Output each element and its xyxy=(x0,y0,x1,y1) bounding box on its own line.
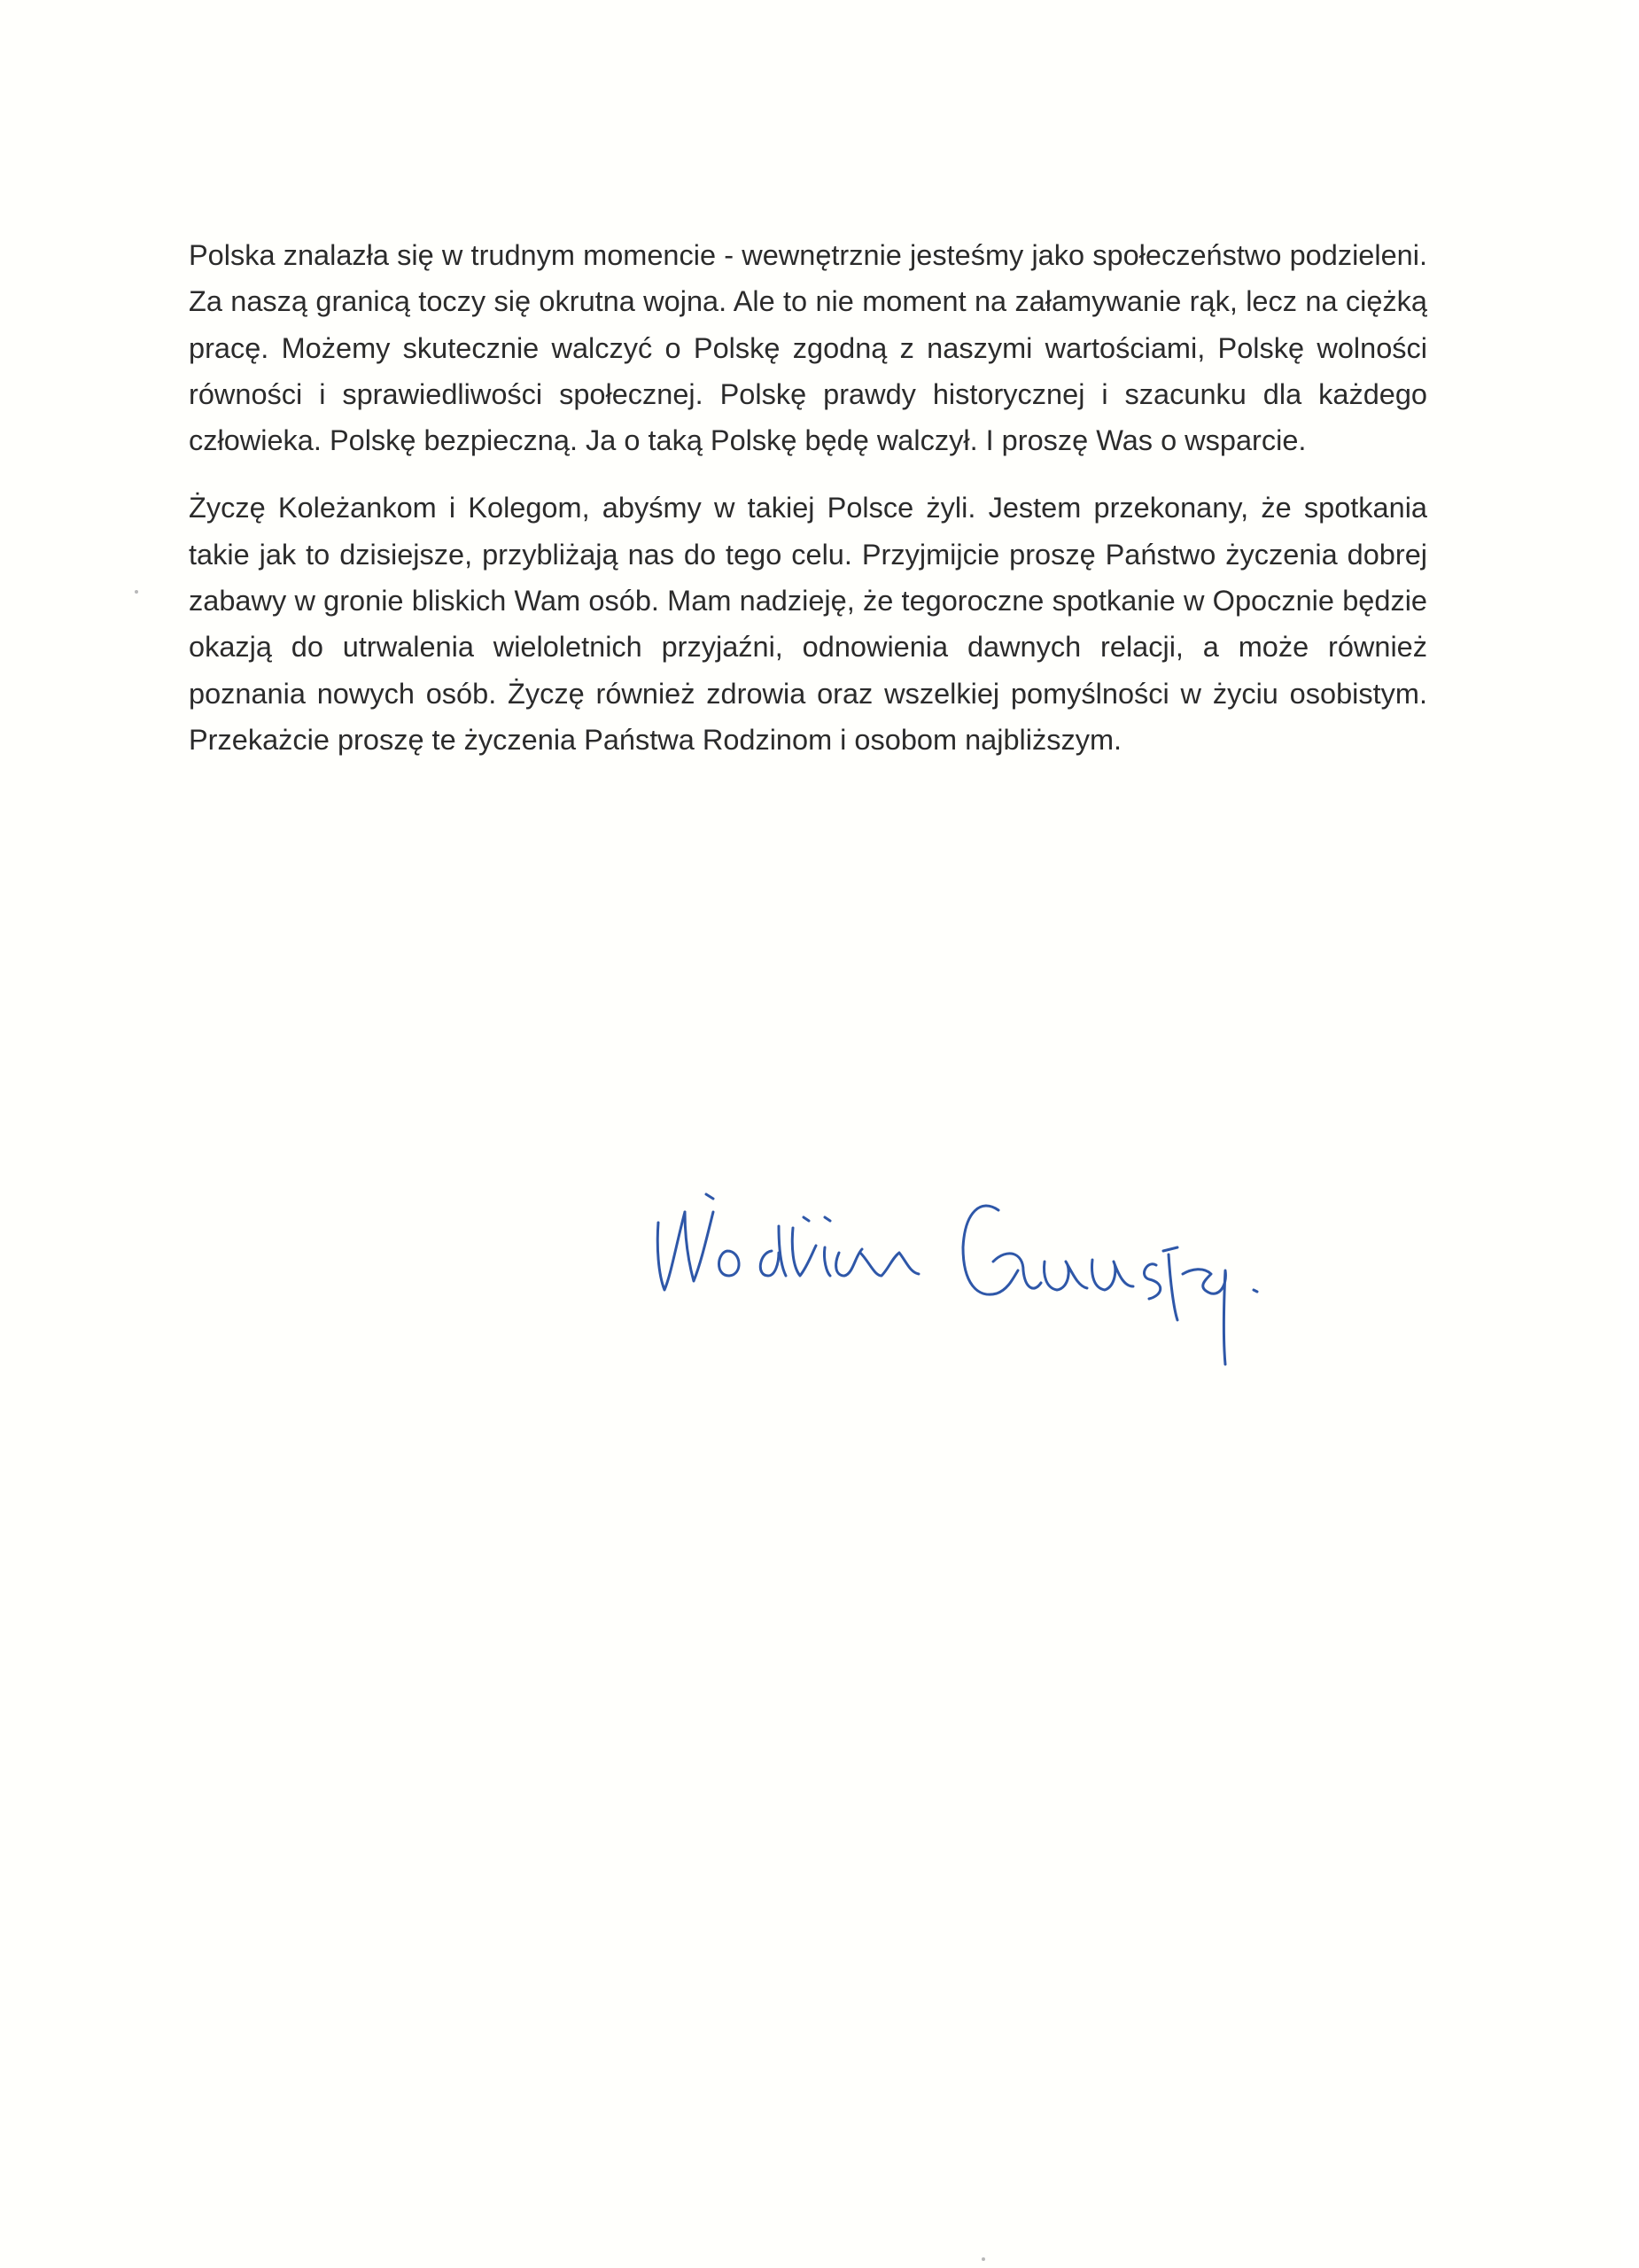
handwritten-signature xyxy=(651,1177,1307,1380)
signature-stroke-3 xyxy=(706,1194,713,1199)
letter-paragraph-1: Polska znalazła się w trudnym momencie - wewnętrznie jesteśmy jako społeczeństwo podzieleni. Za naszą granicą toczy się okrutna wojna. Ale to nie moment na załamywanie rąk, lecz na ciężką pracę. Możemy skutecznie walczyć o Polskę zgodną z naszymi wartościami, Polskę wolności równości i sprawiedliwości społecznej. Polskę prawdy historycznej i szacunku dla każdego człowieka. Polskę bezpieczną. Ja o taką Polskę będę walczył. I proszę Was o wsparcie. xyxy=(189,239,1427,457)
signature-stroke-12 xyxy=(1045,1262,1087,1290)
scan-speck xyxy=(982,2257,985,2261)
signature-stroke-8 xyxy=(824,1247,862,1276)
signature-stroke-15 xyxy=(1163,1247,1177,1320)
signature-stroke-9 xyxy=(860,1253,919,1276)
signature-stroke-7 xyxy=(804,1217,830,1221)
signature-stroke-17 xyxy=(1254,1290,1257,1292)
signature-stroke-1 xyxy=(657,1212,685,1290)
scan-speck xyxy=(135,590,138,594)
signature-stroke-16 xyxy=(1183,1270,1225,1364)
signature-stroke-14 xyxy=(1145,1264,1161,1299)
signature-drawing xyxy=(651,1177,1307,1380)
signature-stroke-10 xyxy=(963,1206,1018,1294)
signature-stroke-6 xyxy=(792,1228,816,1276)
signature-stroke-13 xyxy=(1092,1260,1133,1290)
letter-paragraph-2: Życzę Koleżankom i Kolegom, abyśmy w takiej Polsce żyli. Jestem przekonany, że spotkania takie jak to dzisiejsze, przybliżają nas do tego celu. Przyjmijcie proszę Państwo życzenia dobrej zabawy w gronie bliskich Wam osób. Mam nadzieję, że tegoroczne spotkanie w Opocznie będzie okazją do utrwalenia wieloletnich przyjaźni, odnowienia dawnych relacji, a może również poznania nowych osób. Życzę również zdrowia oraz wszelkiej pomyślności w życiu osobistym. Przekażcie proszę te życzenia Państwa Rodzinom i osobom najbliższym. xyxy=(189,492,1427,756)
signature-stroke-5 xyxy=(760,1226,786,1276)
paper-edge xyxy=(1604,0,1639,2268)
letter-body xyxy=(189,232,1427,763)
signature-stroke-4 xyxy=(719,1251,740,1276)
signature-stroke-2 xyxy=(685,1212,713,1281)
